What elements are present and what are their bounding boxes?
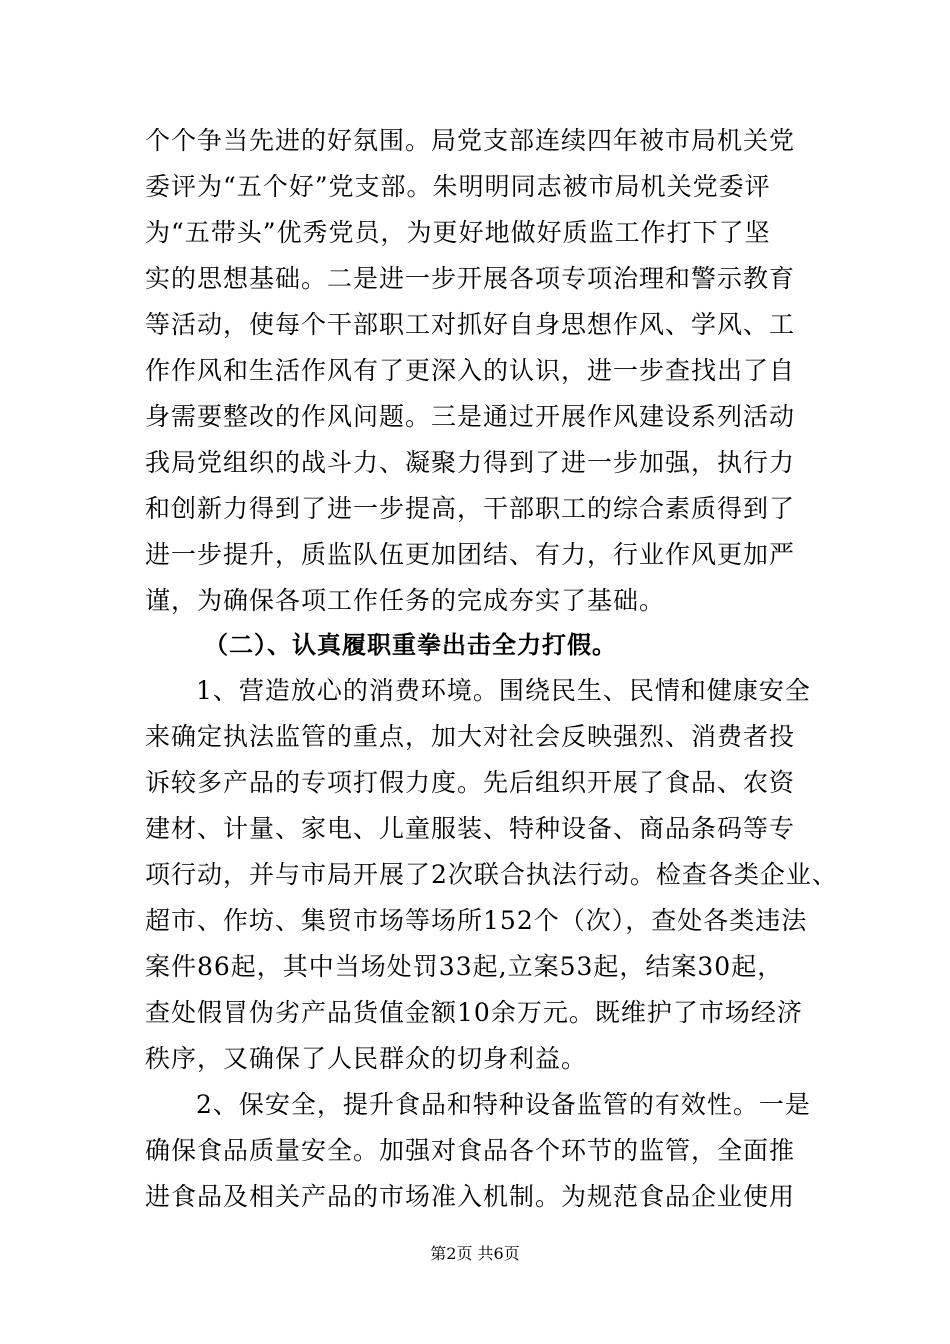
body-line: 诉较多产品的专项打假力度。先后组织开展了食品、农资 bbox=[145, 768, 796, 797]
body-line: 查处假冒伪劣产品货值金额10余万元。既维护了市场经济 bbox=[145, 998, 803, 1027]
body-line: 委评为“五个好”党支部。朱明明同志被市局机关党委评 bbox=[145, 172, 771, 201]
body-line: 作作风和生活作风有了更深入的认识，进一步查找出了自 bbox=[145, 356, 796, 385]
body-line: 和创新力得到了进一步提高，干部职工的综合素质得到了 bbox=[145, 494, 796, 523]
body-line: 2、保安全，提升食品和特种设备监管的有效性。一是 bbox=[196, 1090, 811, 1119]
body-line: 谨，为确保各项工作任务的完成夯实了基础。 bbox=[145, 586, 666, 615]
page-footer: 第2页 共6页 bbox=[430, 1244, 520, 1263]
body-line: 等活动，使每个干部职工对抓好自身思想作风、学风、工 bbox=[145, 310, 796, 339]
body-line: 我局党组织的战斗力、凝聚力得到了进一步加强，执行力 bbox=[145, 448, 796, 477]
body-line: 实的思想基础。二是进一步开展各项专项治理和警示教育 bbox=[145, 264, 796, 293]
body-line: 为“五带头”优秀党员，为更好地做好质监工作打下了坚 bbox=[145, 218, 771, 247]
body-line: 超市、作坊、集贸市场等场所152个（次），查处各类违法 bbox=[145, 906, 808, 935]
body-line: 来确定执法监管的重点，加大对社会反映强烈、消费者投 bbox=[145, 722, 796, 751]
section-heading: （二）、认真履职重拳出击全力打假。 bbox=[204, 631, 617, 659]
body-line: 身需要整改的作风问题。三是通过开展作风建设系列活动 bbox=[145, 402, 796, 431]
body-line: 案件86起，其中当场处罚33起,立案53起，结案30起， bbox=[145, 952, 784, 981]
body-line: 个个争当先进的好氛围。局党支部连续四年被市局机关党 bbox=[145, 126, 796, 155]
body-line: 确保食品质量安全。加强对食品各个环节的监管，全面推 bbox=[145, 1136, 796, 1165]
body-line: 进食品及相关产品的市场准入机制。为规范食品企业使用 bbox=[145, 1182, 796, 1211]
body-line: 进一步提升，质监队伍更加团结、有力，行业作风更加严 bbox=[145, 540, 796, 569]
body-line: 项行动，并与市局开展了2次联合执法行动。检查各类企业、 bbox=[145, 860, 838, 889]
body-line: 建材、计量、家电、儿童服装、特种设备、商品条码等专 bbox=[145, 814, 796, 843]
body-line: 1、营造放心的消费环境。围绕民生、民情和健康安全 bbox=[196, 676, 811, 705]
body-line: 秩序，又确保了人民群众的切身利益。 bbox=[145, 1044, 588, 1073]
